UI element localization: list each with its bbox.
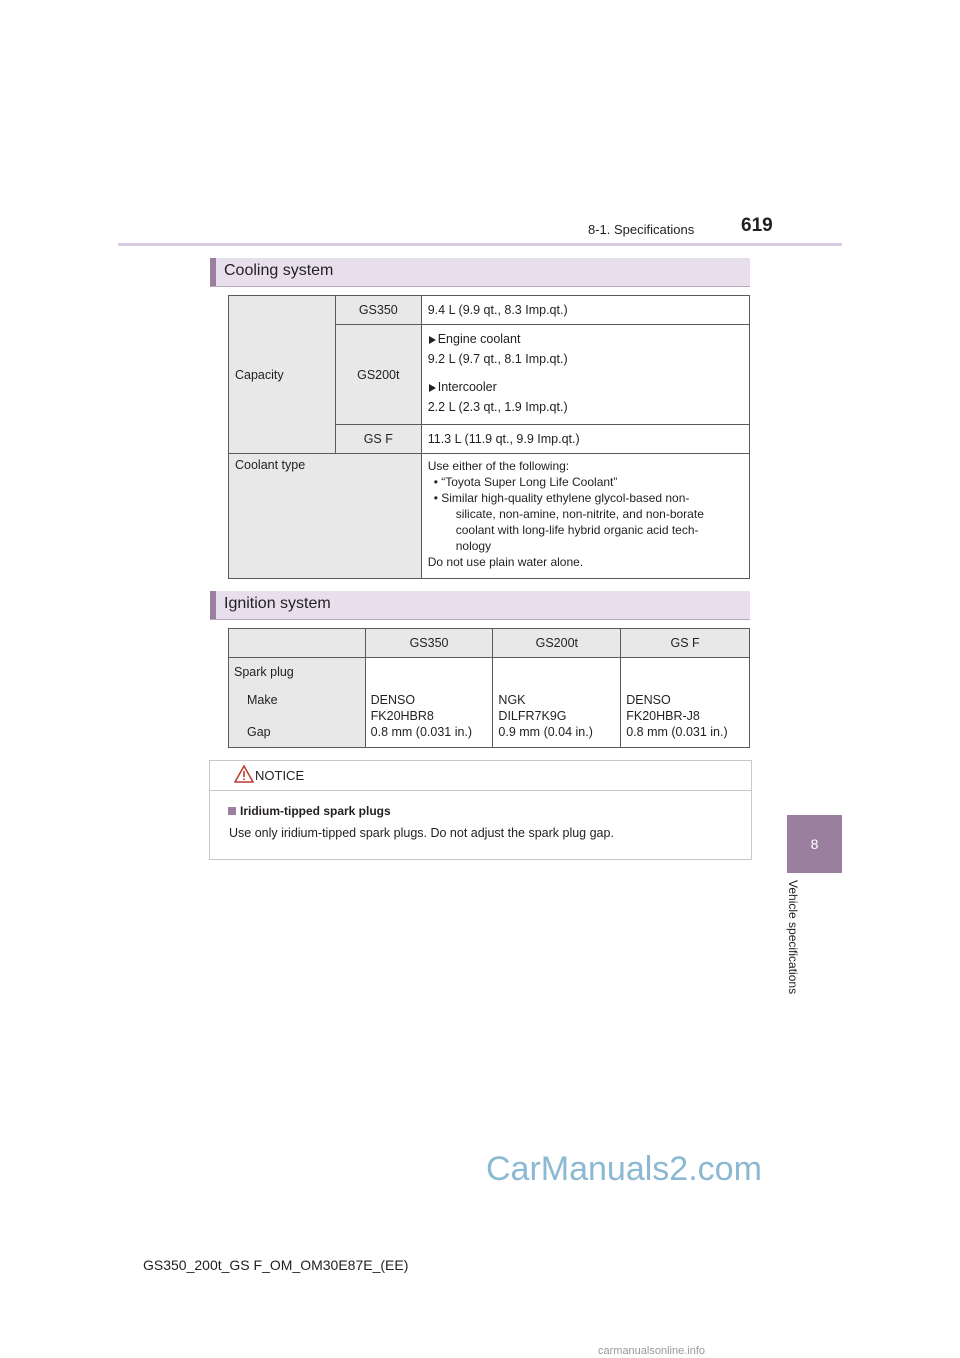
spark-plug-labels: [229, 658, 366, 748]
gs200t-label: GS200t: [335, 325, 421, 425]
gs350-label: GS350: [335, 296, 421, 325]
gs350-make-part: FK20HBR8: [370, 709, 434, 723]
coolant-option-2-line-4: nology: [455, 539, 492, 553]
gs350-gap: 0.8 mm (0.031 in.): [370, 725, 473, 739]
section-title: 8-1. Specifications: [588, 222, 695, 237]
coolant-option-2-line-2: silicate, non-amine, non-nitrite, and non-borate: [455, 507, 704, 521]
engine-coolant-label: Engine coolant: [428, 332, 743, 346]
coolant-option-1: • “Toyota Super Long Life Coolant”: [428, 474, 743, 490]
gsf-label: GS F: [335, 425, 421, 454]
ignition-section-title: Ignition system: [224, 595, 331, 612]
square-bullet-icon: [228, 807, 236, 815]
header-rule: [118, 243, 842, 246]
ignition-section-header: [210, 591, 750, 620]
gsf-gap: 0.8 mm (0.031 in.): [626, 725, 728, 739]
coolant-type-value: [421, 454, 749, 579]
engine-coolant-value: 9.2 L (9.7 qt., 8.1 Imp.qt.): [427, 352, 568, 366]
coolant-type-label: Coolant type: [229, 454, 422, 579]
coolant-intro: Use either of the following:: [427, 459, 570, 473]
col-gs350: GS350: [365, 629, 493, 658]
make-label: Make: [247, 693, 278, 707]
coolant-option-2-line-3: coolant with long-life hybrid organic acid tech-: [455, 523, 699, 537]
footer-doc-id: GS350_200t_GS F_OM_OM30E87E_(EE): [143, 1257, 409, 1273]
cooling-section-title: Cooling system: [224, 262, 334, 279]
col-gs200t: GS200t: [493, 629, 621, 658]
intercooler-value: 2.2 L (2.3 qt., 1.9 Imp.qt.): [427, 400, 568, 414]
coolant-note: Do not use plain water alone.: [427, 555, 584, 569]
page-number: 619: [741, 215, 773, 236]
gs200t-spark: [493, 658, 621, 748]
gs200t-make-part: DILFR7K9G: [498, 709, 567, 723]
chapter-number: 8: [810, 836, 819, 852]
col-gsf: GS F: [621, 629, 750, 658]
gsf-make-part: FK20HBR-J8: [626, 709, 700, 723]
notice-header: [210, 761, 751, 791]
notice-item-title: Iridium-tipped spark plugs: [228, 804, 391, 818]
watermark-bottom: carmanualsonline.info: [598, 1345, 706, 1357]
notice-label: NOTICE: [255, 768, 305, 783]
spark-plug-label: Spark plug: [234, 665, 294, 679]
intercooler-label: Intercooler: [428, 380, 743, 394]
gs350-spark: [365, 658, 493, 748]
coolant-option-2: • Similar high-quality ethylene glycol-based non-: [428, 490, 743, 506]
gsf-spark: [621, 658, 750, 748]
cooling-section-header: [210, 258, 750, 287]
gsf-capacity: 11.3 L (11.9 qt., 9.9 Imp.qt.): [421, 425, 749, 454]
ignition-corner: [229, 629, 366, 658]
gap-label: Gap: [247, 725, 271, 739]
gs200t-capacity: [421, 325, 749, 425]
warning-icon: [234, 765, 254, 783]
gs200t-gap: 0.9 mm (0.04 in.): [498, 725, 593, 739]
capacity-label: Capacity: [229, 296, 336, 454]
cooling-table: [228, 295, 750, 579]
chapter-label: [786, 880, 800, 1020]
notice-item-body: Use only iridium-tipped spark plugs. Do not adjust the spark plug gap.: [229, 826, 614, 840]
chapter-tab[interactable]: [787, 815, 842, 873]
gsf-make-brand: DENSO: [626, 693, 671, 707]
chapter-label-text: Vehicle specifications: [786, 880, 800, 995]
gs200t-make-brand: NGK: [498, 693, 526, 707]
gs350-capacity: 9.4 L (9.9 qt., 8.3 Imp.qt.): [421, 296, 749, 325]
notice-box: [209, 760, 752, 860]
gs350-make-brand: DENSO: [370, 693, 416, 707]
watermark-logo: CarManuals2.com: [486, 1150, 762, 1188]
ignition-table: [228, 628, 750, 748]
